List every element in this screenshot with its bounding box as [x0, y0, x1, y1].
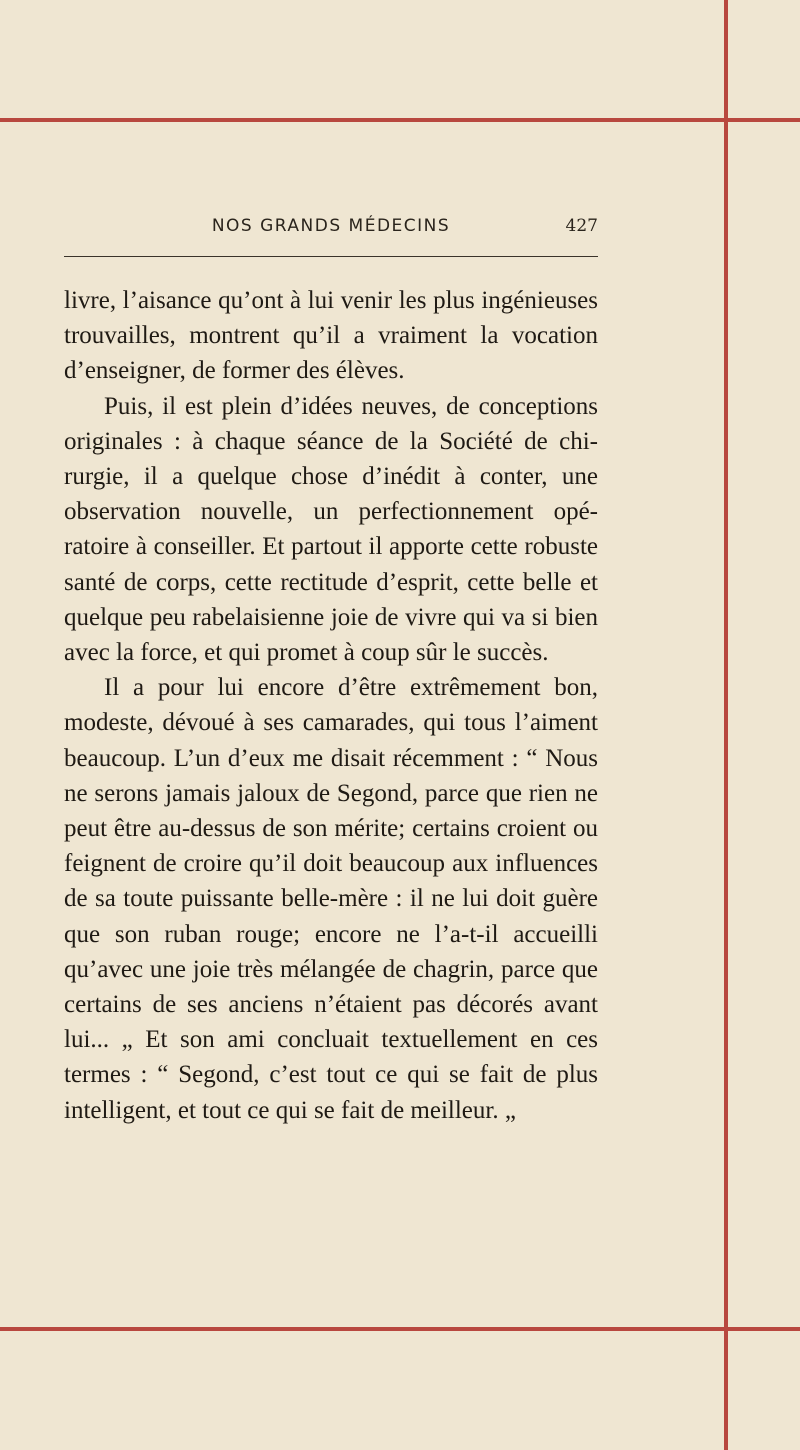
header-rule — [64, 256, 598, 257]
right-red-rule — [724, 0, 728, 1450]
top-red-rule — [0, 118, 800, 122]
running-title: NOS GRANDS MÉDECINS — [211, 216, 451, 236]
page-header — [64, 216, 598, 246]
body-text — [64, 283, 598, 1128]
bottom-red-rule — [0, 1327, 800, 1331]
paragraph: livre, l’aisance qu’ont à lui venir les plus ingénieuses trouvailles, montrent qu’il a vraiment la vocation d’enseigner, de former des élèves. — [64, 287, 598, 385]
paragraph: Puis, il est plein d’idées neuves, de conceptions originales : à chaque séance de la Société de chirurgie, il a quelque chose d’inédit à conter, une observation nouvelle, un perfectionnement opératoire à conseiller. Et partout il apporte cette robuste santé de corps, cette rectitude d’esprit, cette belle et quelque peu rabelaisienne joie de vivre qui va si bien avec la force, et qui promet à coup sûr le succès. — [64, 392, 598, 667]
paragraph: Il a pour lui encore d’être extrêmement bon, modeste, dévoué à ses camarades, qui tous l’aiment beaucoup. L’un d’eux me disait récemment : “ Nous ne serons jamais jaloux de Segond, parce que rien ne peut être au-dessus de son mérite; certains croient ou feignent de croire qu’il doit beaucoup aux influences de sa toute puissante belle-mère : il ne lui doit guère que son ruban rouge; encore ne l’a-t-il accueilli qu’avec une joie très mélangée de chagrin, parce que certains de ses anciens n’étaient pas décorés avant lui... „ Et son ami concluait textuellement en ces termes : “ Segond, c’est tout ce qui se fait de plus intelligent, et tout ce qui se fait de meilleur. „ — [64, 674, 598, 1124]
page-number: 427 — [565, 216, 598, 236]
